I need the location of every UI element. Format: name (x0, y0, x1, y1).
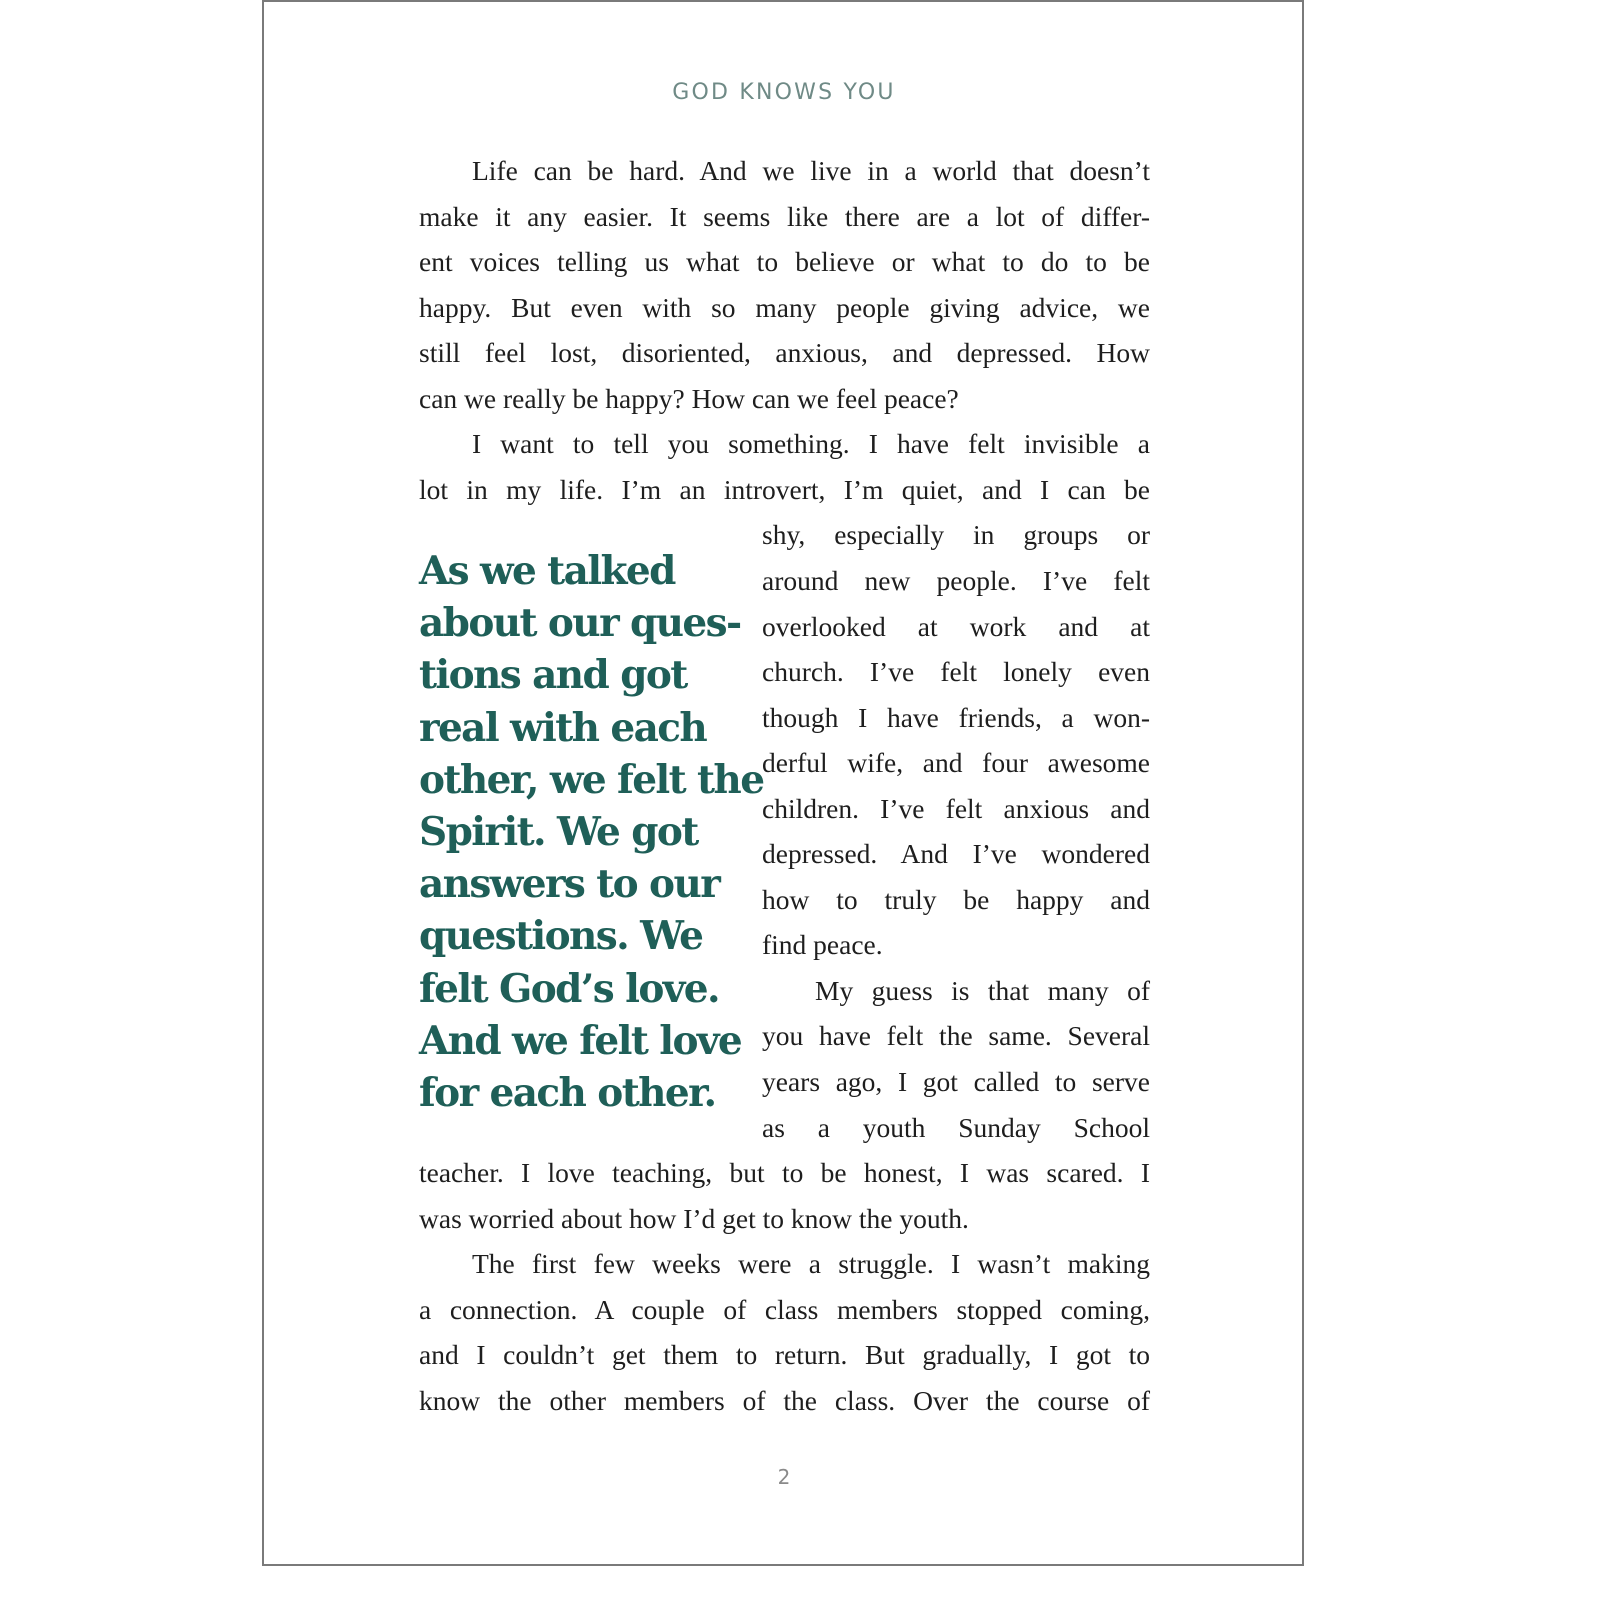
body-line: was worried about how I’d get to know the youth. (419, 1202, 969, 1234)
body-line: and I couldn’t get them to return. But gradually, I got to (419, 1339, 1150, 1371)
body-line: happy. But even with so many people giving advice, we (419, 291, 1150, 323)
body-line: I want to tell you something. I have felt invisible a (472, 428, 1150, 460)
body-line: overlooked at work and at (762, 610, 1150, 642)
pull-quote-line: Spirit. We got (419, 809, 698, 856)
body-line: shy, especially in groups or (762, 519, 1150, 551)
body-line: children. I’ve felt anxious and (762, 792, 1150, 824)
pull-quote-line: As we talked (419, 548, 675, 594)
body-line: find peace. (762, 929, 883, 961)
body-line: Life can be hard. And we live in a world that doesn’t (472, 155, 1150, 186)
pull-quote-line: tions and got (419, 652, 687, 699)
body-line: as a youth Sunday School (762, 1111, 1150, 1143)
pull-quote-line: And we felt love (419, 1017, 742, 1064)
body-line: depressed. And I’ve wondered (762, 838, 1150, 870)
pull-quote-line: other, we felt the (419, 756, 764, 803)
body-line: still feel lost, disoriented, anxious, and depressed. How (419, 337, 1150, 369)
body-line: can we really be happy? How can we feel peace? (419, 382, 959, 414)
body-line: though I have friends, a won- (762, 701, 1150, 733)
pull-quote (419, 545, 764, 1119)
pull-quote-line: answers to our (419, 861, 720, 908)
body-line: My guess is that many of (815, 974, 1150, 1006)
pull-quote-line: about our ques- (419, 600, 741, 647)
body-line: years ago, I got called to serve (762, 1066, 1150, 1097)
body-line: you have felt the same. Several (762, 1020, 1150, 1052)
running-head: GOD KNOWS YOU (672, 80, 896, 105)
pull-quote-line: felt God’s love. (419, 965, 719, 1012)
body-line: The first few weeks were a struggle. I wasn’t making (472, 1248, 1150, 1280)
body-line: how to truly be happy and (762, 883, 1150, 915)
body-line: know the other members of the class. Over the course of (419, 1384, 1150, 1416)
pull-quote-line: for each other. (419, 1070, 716, 1117)
body-line: lot in my life. I’m an introvert, I’m quiet, and I can be (419, 473, 1150, 505)
body-line: ent voices telling us what to believe or what to do to be (419, 246, 1150, 278)
body-line: church. I’ve felt lonely even (762, 656, 1150, 688)
body-line: around new people. I’ve felt (762, 564, 1150, 596)
pull-quote-line: real with each (419, 704, 707, 751)
body-line: teacher. I love teaching, but to be honest, I was scared. I (419, 1157, 1150, 1189)
body-line: make it any easier. It seems like there are a lot of differ- (419, 200, 1150, 232)
page-number: 2 (777, 1465, 791, 1489)
body-line: a connection. A couple of class members stopped coming, (419, 1293, 1150, 1325)
body-line: derful wife, and four awesome (762, 747, 1150, 779)
pull-quote-line: questions. We (419, 913, 703, 960)
